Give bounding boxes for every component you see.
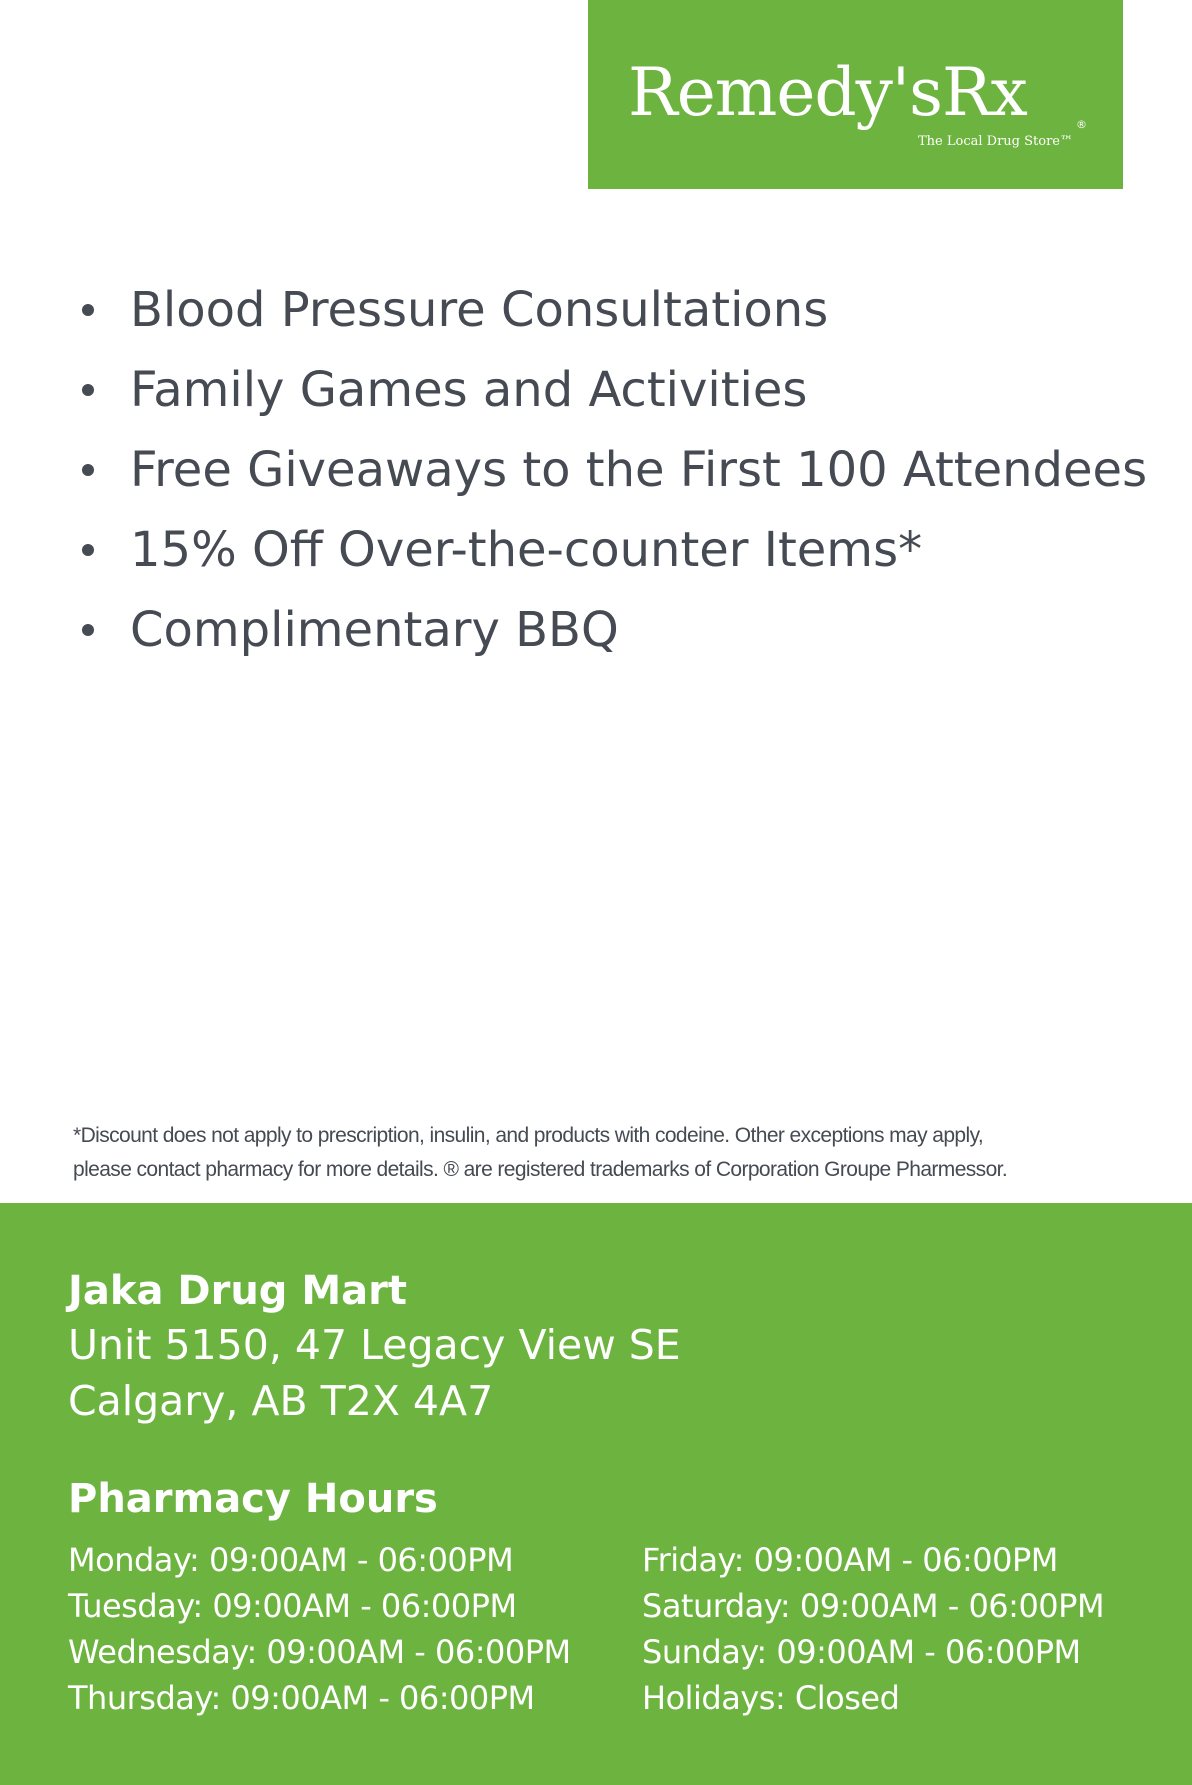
feature-text: Complimentary BBQ bbox=[130, 602, 619, 658]
feature-text: Family Games and Activities bbox=[130, 362, 808, 418]
store-info-footer bbox=[0, 1203, 1192, 1785]
brand-registered-mark: ® bbox=[1076, 118, 1087, 131]
bullet-icon bbox=[82, 624, 94, 636]
bullet-icon bbox=[82, 464, 94, 476]
brand-name: Remedy'sRx bbox=[628, 54, 1027, 131]
hours-column-left bbox=[68, 1537, 571, 1721]
store-city-line: Calgary, AB T2X 4A7 bbox=[68, 1377, 494, 1425]
hours-row: Sunday: 09:00AM - 06:00PM bbox=[642, 1633, 1081, 1671]
feature-item bbox=[82, 270, 1172, 350]
feature-item bbox=[82, 510, 1172, 590]
hours-title: Pharmacy Hours bbox=[68, 1476, 438, 1522]
store-name: Jaka Drug Mart bbox=[68, 1268, 408, 1314]
disclaimer bbox=[73, 1119, 1133, 1187]
feature-item bbox=[82, 590, 1172, 670]
bullet-icon bbox=[82, 544, 94, 556]
feature-text: Blood Pressure Consultations bbox=[130, 282, 829, 338]
hours-row: Holidays: Closed bbox=[642, 1679, 900, 1717]
disclaimer-line: *Discount does not apply to prescription, insulin, and products with codeine. Other exceptions may apply, bbox=[73, 1124, 984, 1147]
hours-row: Monday: 09:00AM - 06:00PM bbox=[68, 1541, 514, 1579]
hours-row: Thursday: 09:00AM - 06:00PM bbox=[68, 1679, 535, 1717]
disclaimer-line: please contact pharmacy for more details. ® are registered trademarks of Corporation Groupe Pharmessor. bbox=[73, 1158, 1008, 1181]
brand-tagline: The Local Drug Store™ bbox=[918, 134, 1073, 149]
hours-column-right bbox=[642, 1537, 1104, 1721]
store-address-line: Unit 5150, 47 Legacy View SE bbox=[68, 1321, 681, 1369]
hours-row: Tuesday: 09:00AM - 06:00PM bbox=[68, 1587, 517, 1625]
feature-item bbox=[82, 430, 1172, 510]
brand-logo bbox=[588, 0, 1123, 189]
hours-row: Friday: 09:00AM - 06:00PM bbox=[642, 1541, 1058, 1579]
feature-text: Free Giveaways to the First 100 Attendees bbox=[130, 442, 1148, 498]
bullet-icon bbox=[82, 304, 94, 316]
feature-list bbox=[82, 270, 1172, 670]
bullet-icon bbox=[82, 384, 94, 396]
hours-row: Wednesday: 09:00AM - 06:00PM bbox=[68, 1633, 571, 1671]
feature-item bbox=[82, 350, 1172, 430]
hours-row: Saturday: 09:00AM - 06:00PM bbox=[642, 1587, 1105, 1625]
feature-text: 15% Off Over-the-counter Items* bbox=[130, 522, 923, 578]
